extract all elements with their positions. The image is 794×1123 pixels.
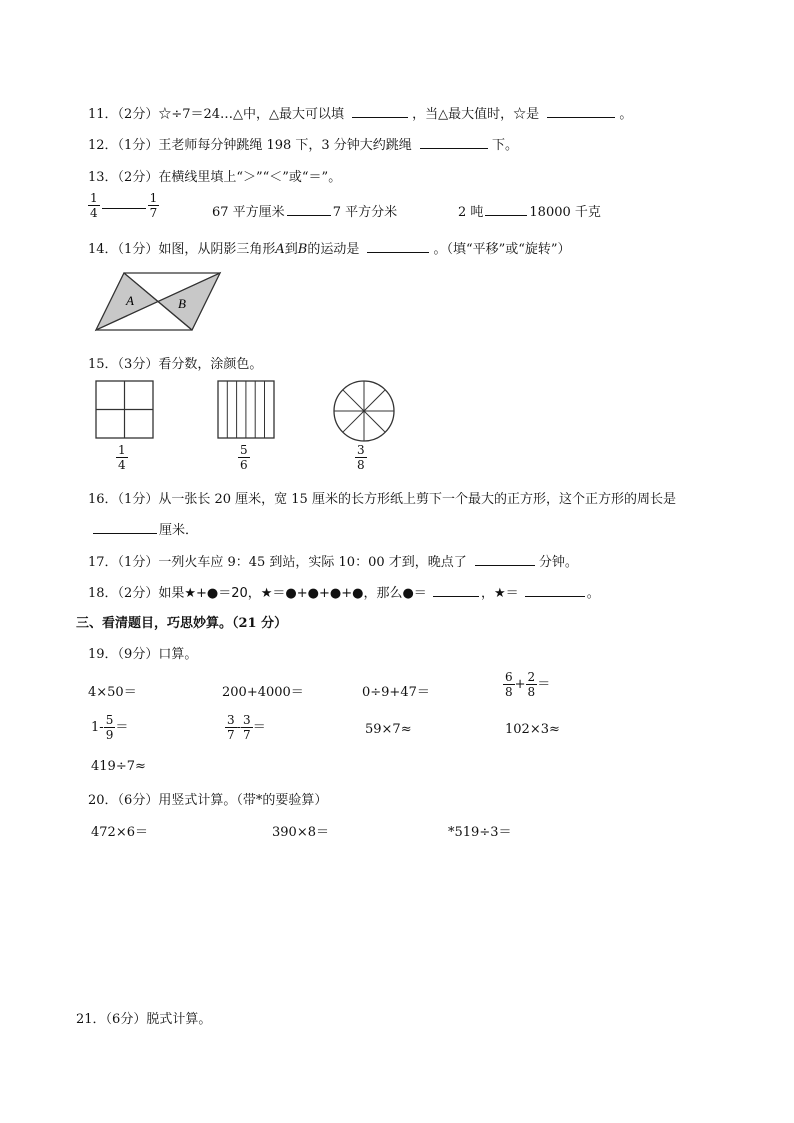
question-number: 19．（9分） [88,647,159,662]
label-a: A [126,293,134,308]
answer-blank[interactable] [525,584,585,597]
answer-blank[interactable] [352,105,408,118]
question-number: 12．（1分） [88,138,159,153]
question-number: 21．（6分） [76,1012,147,1027]
question-20: 20．（6分）用竖式计算。（带*的要验算） [88,793,328,808]
answer-blank[interactable] [93,521,157,534]
oral-item-fraction-a: $\frac{6}{8}$ + $\frac{2}{8}$ ＝ [505,670,551,699]
vertical-calc-item: *519÷3＝ [448,825,512,840]
question-number: 20．（6分） [88,793,159,808]
oral-item: 102×3≈ [505,722,560,737]
answer-blank[interactable] [485,203,527,216]
oral-item-fraction-b: 1- $\frac{5}{9}$ ＝ [91,713,129,742]
question-number: 16．（1分） [88,492,159,507]
question-14: 14．（1分）如图，从阴影三角形A到B的运动是 。（填“平移”或“旋转”） [88,242,571,257]
question-16: 16．（1分）从一张长 20 厘米，宽 15 厘米的长方形纸上剪下一个最大的正方形，这个正方形的周长是 [88,492,676,507]
fraction: $\frac{1}{4}$ [90,191,98,220]
circle-eighths-figure[interactable] [332,379,396,443]
answer-blank[interactable] [102,196,146,209]
fraction-label-3: $\frac{3}{8}$ [357,443,365,472]
question-text: 。 [619,107,633,122]
question-17: 17．（1分）一列火车应 9：45 到站，实际 10：00 才到，晚点了 分钟。 [88,555,578,570]
question-21: 21．（6分）脱式计算。 [76,1012,212,1027]
question-number: 17．（1分） [88,555,159,570]
oral-item-fraction-c: $\frac{3}{7}$ - $\frac{3}{7}$ ＝ [227,713,266,742]
question-text: 王老师每分钟跳绳 198 下，3 分钟大约跳绳 [158,138,412,153]
compare-item-b: 67 平方厘米 7 平方分米 [212,205,398,220]
fraction-label-1: $\frac{1}{4}$ [118,443,126,472]
question-12 [88,134,518,153]
rectangle-sixths-figure[interactable] [217,380,277,440]
vertical-calc-item: 390×8＝ [272,825,329,840]
answer-blank[interactable] [475,553,535,566]
question-text: ，当△最大值时，☆是 [412,107,540,122]
label-b: B [178,296,186,311]
fraction: $\frac{1}{7}$ [149,191,158,220]
oral-item: 419÷7≈ [91,759,146,774]
question-13 [88,166,341,185]
question-15: 15．（3分）看分数，涂颜色。 [88,357,263,372]
question-number: 14．（1分） [88,242,159,257]
question-number: 15．（3分） [88,357,159,372]
parallelogram-figure [94,270,222,332]
question-18: 18．（2分）如果★+●＝20，★＝●+●+●+●，那么●＝ ，★＝ 。 [88,586,600,601]
section-title: 三、看清题目，巧思妙算。（21 分） [76,616,288,631]
question-text: ☆÷7＝24…△中，△最大可以填 [158,107,345,122]
answer-blank[interactable] [433,584,479,597]
question-16-answer: 厘米． [93,519,198,538]
question-19: 19．（9分）口算。 [88,647,198,662]
question-number: 11．（2分） [88,107,159,122]
answer-blank[interactable] [287,203,331,216]
answer-blank[interactable] [420,136,488,149]
compare-item-c: 2 吨 18000 千克 [458,205,601,220]
square-quarters-figure[interactable] [95,380,155,440]
question-text: 下。 [491,138,518,153]
oral-item: 0÷9+47＝ [362,685,430,700]
question-text: 在横线里填上“＞”“＜”或“＝”。 [158,170,342,185]
fraction-label-2: $\frac{5}{6}$ [240,443,248,472]
answer-blank[interactable] [547,105,615,118]
question-11 [88,103,632,122]
oral-item: 4×50＝ [88,685,137,700]
answer-blank[interactable] [367,240,429,253]
question-number: 18．（2分） [88,586,159,601]
question-number: 13．（2分） [88,170,159,185]
oral-item: 59×7≈ [365,722,412,737]
vertical-calc-item: 472×6＝ [91,825,148,840]
oral-item: 200+4000＝ [222,685,304,700]
compare-item-a [88,191,159,220]
